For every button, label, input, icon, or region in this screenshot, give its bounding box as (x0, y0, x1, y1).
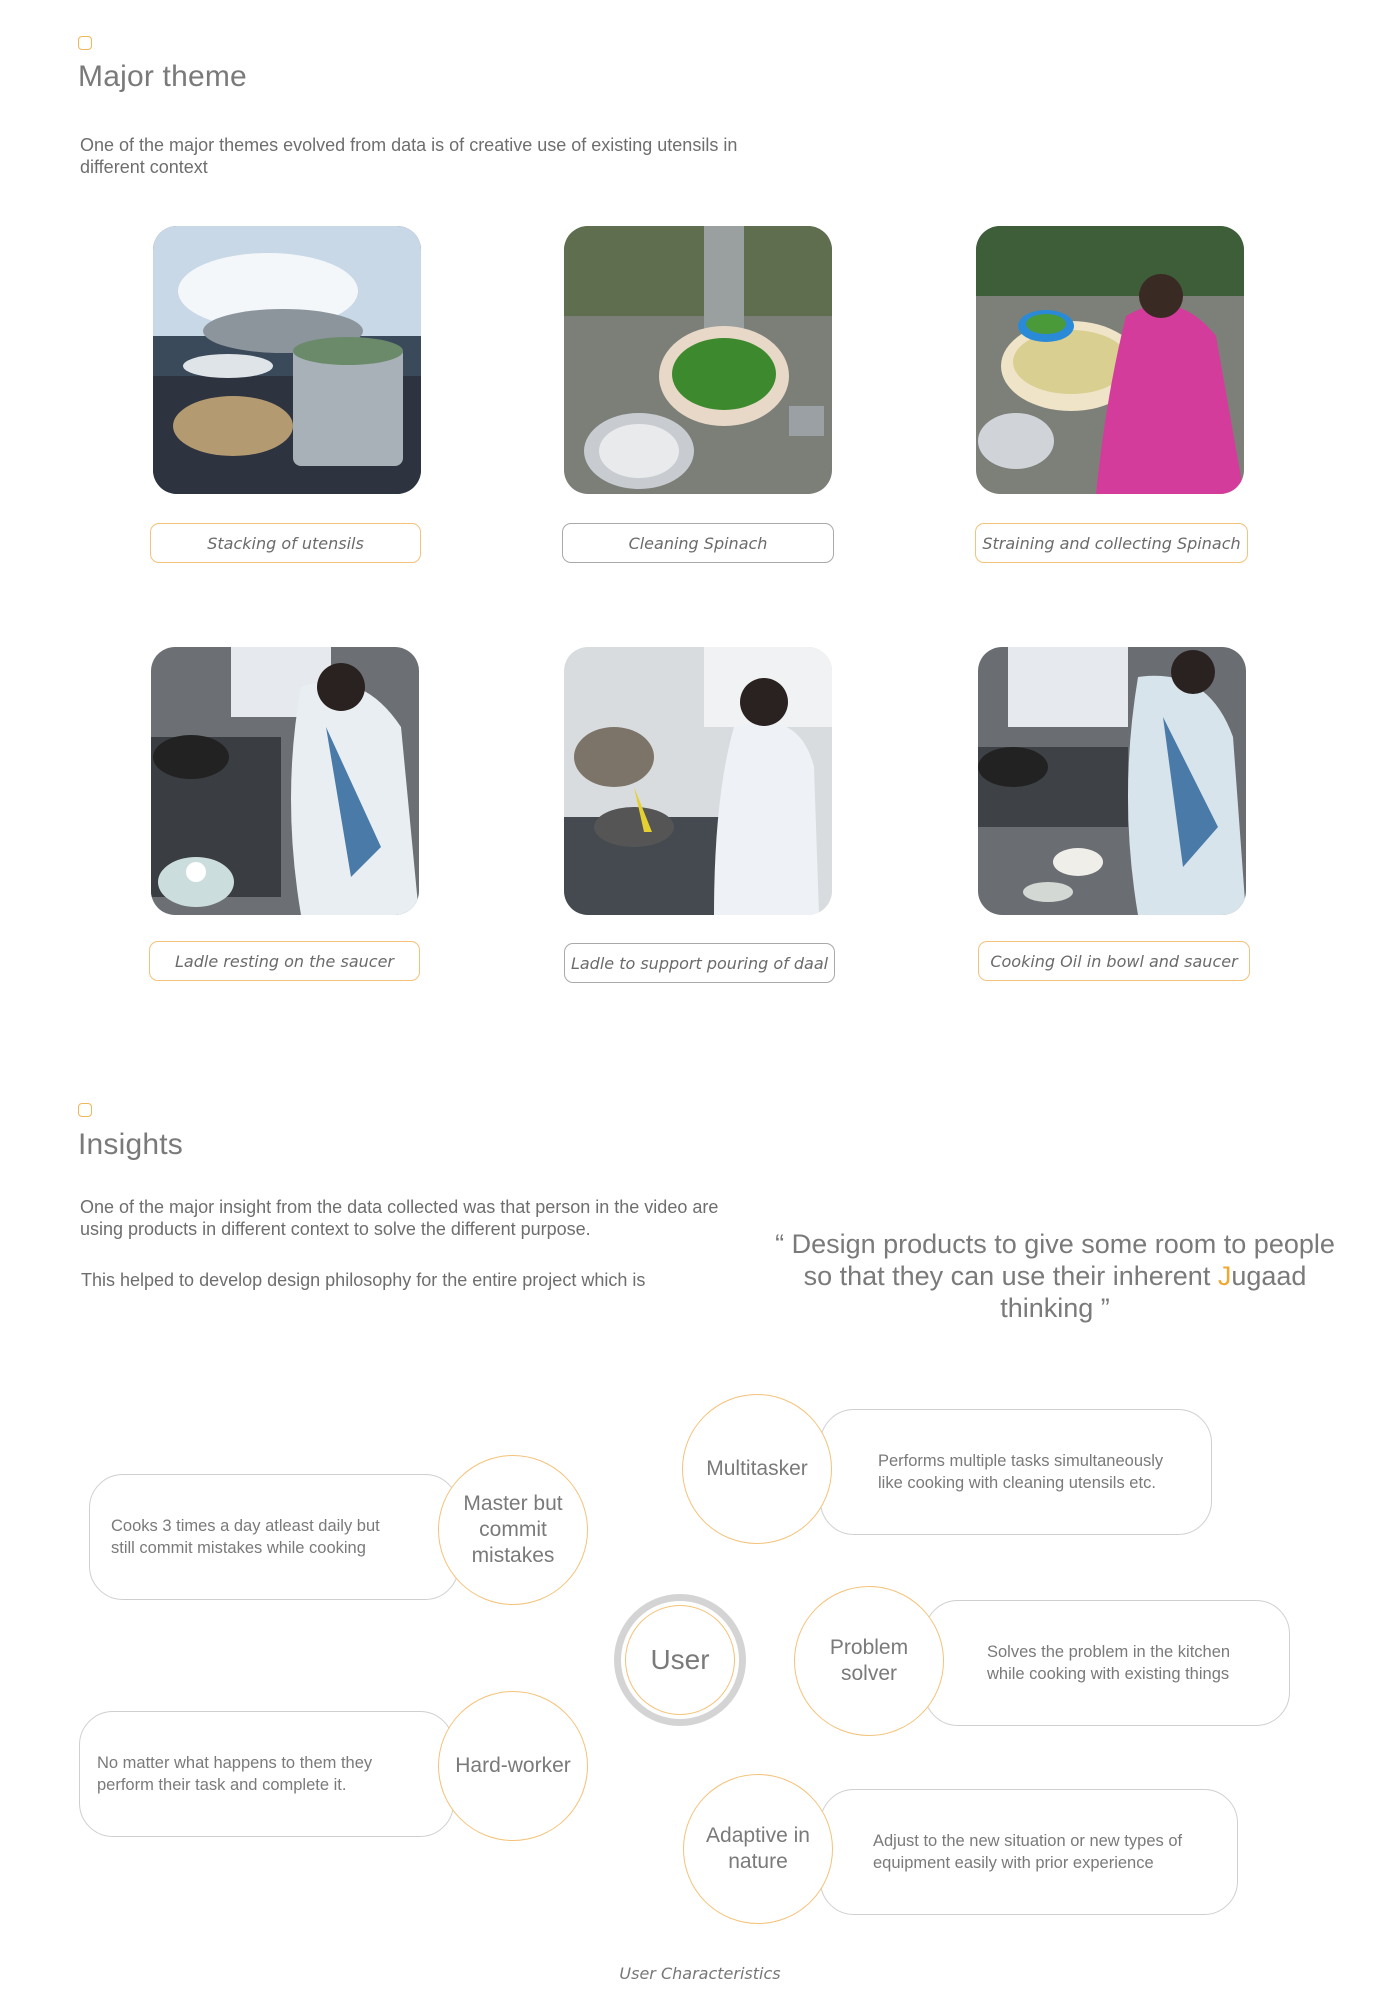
photo-caption: Cleaning Spinach (562, 523, 834, 563)
trait-circle: Adaptive in nature (683, 1774, 833, 1924)
stacked-utensils-photo (153, 226, 421, 494)
insights-heading: Insights (78, 1128, 183, 1161)
trait-circle: Multitasker (682, 1394, 832, 1544)
photo-caption: Stacking of utensils (150, 523, 421, 563)
photo-caption: Cooking Oil in bowl and saucer (978, 941, 1250, 981)
insights-paragraph: One of the major insight from the data collected was that person in the video are using products in different context to solve the different purpose. (80, 1197, 719, 1239)
trait-description-card: Cooks 3 times a day atleast daily but still commit mistakes while cooking (89, 1474, 459, 1600)
spinach-bowl-photo (564, 226, 832, 494)
pouring-daal-photo (564, 647, 832, 915)
section-marker (78, 36, 92, 50)
insights-paragraph: This helped to develop design philosophy for the entire project which is (81, 1270, 646, 1290)
diagram-caption: User Characteristics (619, 1964, 781, 1983)
trait-description-card: No matter what happens to them they perform their task and complete it. (79, 1711, 454, 1837)
design-philosophy-quote: “ Design products to give some room to people so that they can use their inherent Jugaad thinking ” (775, 1229, 1335, 1323)
cooking-oil-photo (978, 647, 1246, 915)
photo-caption: Ladle to support pouring of daal (564, 943, 835, 983)
photo-caption: Straining and collecting Spinach (975, 523, 1248, 563)
major-theme-heading: Major theme (78, 60, 247, 93)
trait-description-card: Performs multiple tasks simultaneously like cooking with cleaning utensils etc. (820, 1409, 1212, 1535)
user-center-circle: User (625, 1605, 735, 1715)
woman-straining-photo (976, 226, 1244, 494)
major-theme-description: One of the major themes evolved from data is of creative use of existing utensils in different context (80, 135, 738, 177)
photo-caption: Ladle resting on the saucer (149, 941, 420, 981)
trait-circle: Master but commit mistakes (438, 1455, 588, 1605)
kitchen-ladle-photo (151, 647, 419, 915)
trait-description-card: Adjust to the new situation or new types of equipment easily with prior experience (820, 1789, 1238, 1915)
trait-circle: Problem solver (794, 1586, 944, 1736)
trait-circle: Hard-worker (438, 1691, 588, 1841)
section-marker (78, 1103, 92, 1117)
trait-description-card: Solves the problem in the kitchen while cooking with existing things (924, 1600, 1290, 1726)
